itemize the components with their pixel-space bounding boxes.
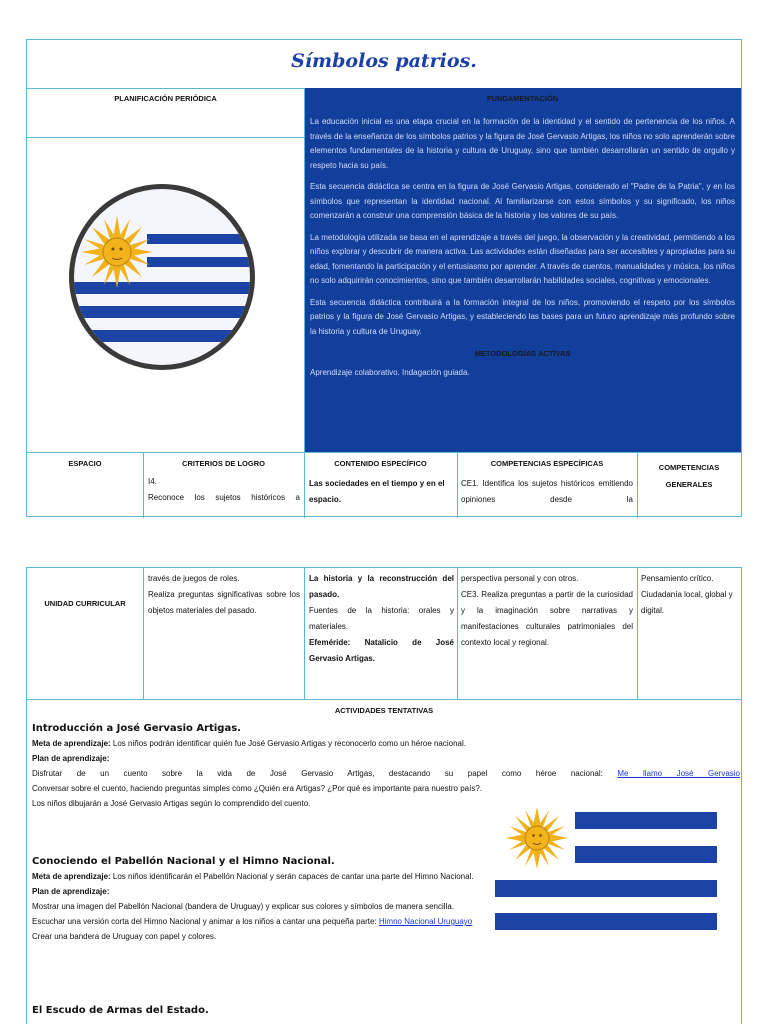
col-competencias-generales	[637, 459, 741, 493]
page2-activities	[26, 699, 742, 1024]
comp-gen-cell: Pensamiento crítico. Ciudadanía local, global y digital.	[641, 574, 733, 615]
activity-3-title: El Escudo de Armas del Estado.	[32, 1005, 209, 1016]
page1-table	[26, 39, 742, 517]
criterios-line: Reconoce los sujetos históricos a	[148, 493, 300, 502]
page-title: Símbolos patrios.	[291, 50, 477, 72]
col-divider	[304, 88, 305, 452]
page2-table-top	[26, 567, 742, 700]
row-divider	[27, 137, 304, 138]
activity-2	[32, 856, 516, 944]
activity-1-title: Introducción a José Gervasio Artigas.	[32, 723, 241, 734]
contenido-cell: Las sociedades en el tiempo y en el espacio.	[309, 479, 445, 504]
contenido-c: Efeméride: Natalicio de José Gervasio Artigas.	[309, 638, 454, 663]
col-divider	[457, 568, 458, 699]
meta-text: Los niños podrán identificar quién fue José Gervasio Artigas y reconocerlo como un héroe nacional.	[110, 739, 467, 748]
activity-2-line: Mostrar una imagen del Pabellón Nacional (bandera de Uruguay) y explicar sus colores y símbolos de manera sencilla.	[32, 902, 454, 911]
activity-1-line: Conversar sobre el cuento, haciendo preguntas simples como ¿Quién era Artigas? ¿Por qué es importante para nuestro país?.	[32, 784, 483, 793]
activity-2-line-text: Escuchar una versión corta del Himno Nacional y animar a los niños a cantar una pequeña parte:	[32, 917, 379, 926]
contenido-a: La historia y la reconstrucción del pasado.	[309, 574, 454, 599]
comp-esp-cont-cell: perspectiva personal y con otros. CE3. Realiza preguntas a partir de la curiosidad y la imaginación sobre narrativas y manifestaciones culturales patrimoniales del contexto local y regional.	[461, 574, 633, 647]
meta-text: Los niños identificarán el Pabellón Nacional y serán capaces de cantar una parte del Himno Nacional.	[110, 872, 474, 881]
col-comp-gen-1: COMPETENCIAS	[658, 463, 720, 472]
activity-2-title: Conociendo el Pabellón Nacional y el Himno Nacional.	[32, 856, 335, 867]
metodologias-label: METODOLOGÍAS ACTIVAS	[474, 349, 571, 358]
col-competencias-especificas: COMPETENCIAS ESPECÍFICAS	[490, 459, 604, 468]
col-divider	[143, 568, 144, 699]
activity-1	[32, 723, 740, 811]
meta-label: Meta de aprendizaje:	[32, 872, 111, 881]
himno-link[interactable]: Himno Nacional Uruguayo	[378, 917, 473, 926]
fundamentacion-label: FUNDAMENTACIÓN	[486, 94, 559, 103]
activity-1-line: Los niños dibujarán a José Gervasio Artigas según lo comprendido del cuento.	[32, 799, 311, 808]
actividades-label: ACTIVIDADES TENTATIVAS	[334, 706, 434, 715]
fundamentacion-paragraph: La metodología utilizada se basa en el aprendizaje a través del juego, la observación y la creatividad, permitiendo a los niños explorar y descubrir de manera activa. Las actividades están diseñadas para ser accesibles y apropiadas para su edad, fomentando la participación y el entusiasmo por aprender. A través de cuentos, manualidades y música, los niños no solo adquirirán conocimientos, sino que también desarrollarán habilidades sociales, cognitivas y emocionales.	[310, 232, 735, 285]
metodologias-text: Aprendizaje colaborativo. Indagación guiada.	[310, 368, 470, 377]
criterios-cont-cell: través de juegos de roles. Realiza preguntas significativas sobre los objetos materiales del pasado.	[148, 574, 300, 615]
uruguay-flag-image	[495, 803, 717, 935]
col-criterios: CRITERIOS DE LOGRO	[182, 459, 265, 468]
activity-1-line-text: Disfrutar de un cuento sobre la vida de José Gervasio Artigas, destacando su papel como héroe nacional:	[32, 769, 618, 778]
plan-label: Plan de aprendizaje:	[32, 754, 110, 763]
fundamentacion-paragraph: La educación inicial es una etapa crucial en la formación de la identidad y el sentido de pertenencia de los niños. A través de la enseñanza de los símbolos patrios y la figura de José Gervasio Artigas, los niños no solo aprenderán sobre elementos fundamentales de la historia y cultura de Uruguay, sino que también desarrollarán un sentido de orgullo y respeto hacia su país.	[310, 117, 735, 170]
fundamentacion-panel	[304, 88, 741, 452]
uruguay-flag-circle-image	[67, 182, 257, 372]
criterios-cell	[148, 474, 300, 506]
criterios-line: I4.	[148, 477, 157, 486]
fundamentacion-paragraph: Esta secuencia didáctica se centra en la figura de José Gervasio Artigas, considerado el "Padre de la Patria", y en los símbolos que representan la identidad nacional. Al familiarizarse con estos símbolos y su significado, los niños comenzarán a construir una comprensión básica de la historia y los valores de su país.	[310, 182, 735, 220]
col-espacio: ESPACIO	[68, 459, 102, 468]
planificacion-label: PLANIFICACIÓN PERIÓDICA	[114, 94, 217, 103]
activity-1-meta	[32, 736, 740, 751]
cuento-link[interactable]: Me llamo José Gervasio	[617, 769, 740, 778]
col-comp-gen-2: GENERALES	[665, 480, 713, 489]
plan-label: Plan de aprendizaje:	[32, 887, 110, 896]
contenido-cont-cell	[309, 571, 454, 667]
contenido-b: Fuentes de la historia: orales y materiales.	[309, 606, 454, 631]
activity-1-line	[32, 766, 740, 781]
row-divider	[27, 452, 741, 453]
activity-2-meta	[32, 869, 516, 884]
competencias-especificas-cell: CE1. Identifica los sujetos históricos emitiendo opiniones desde la	[461, 479, 633, 504]
meta-label: Meta de aprendizaje:	[32, 739, 111, 748]
activity-3	[32, 1005, 740, 1016]
fundamentacion-paragraph: Esta secuencia didáctica contribuirá a la formación integral de los niños, promoviendo el respeto por los símbolos patrios y la figura de José Gervasio Artigas, y estableciendo las bases para un futuro aprendizaje más profundo sobre la historia y cultura de Uruguay.	[310, 297, 735, 336]
activity-2-line: Crear una bandera de Uruguay con papel y colores.	[32, 932, 217, 941]
activity-2-line	[32, 914, 516, 929]
col-divider	[637, 568, 638, 699]
unidad-curricular-label: UNIDAD CURRICULAR	[44, 599, 126, 608]
col-contenido: CONTENIDO ESPECÍFICO	[334, 459, 427, 468]
col-divider	[304, 568, 305, 699]
